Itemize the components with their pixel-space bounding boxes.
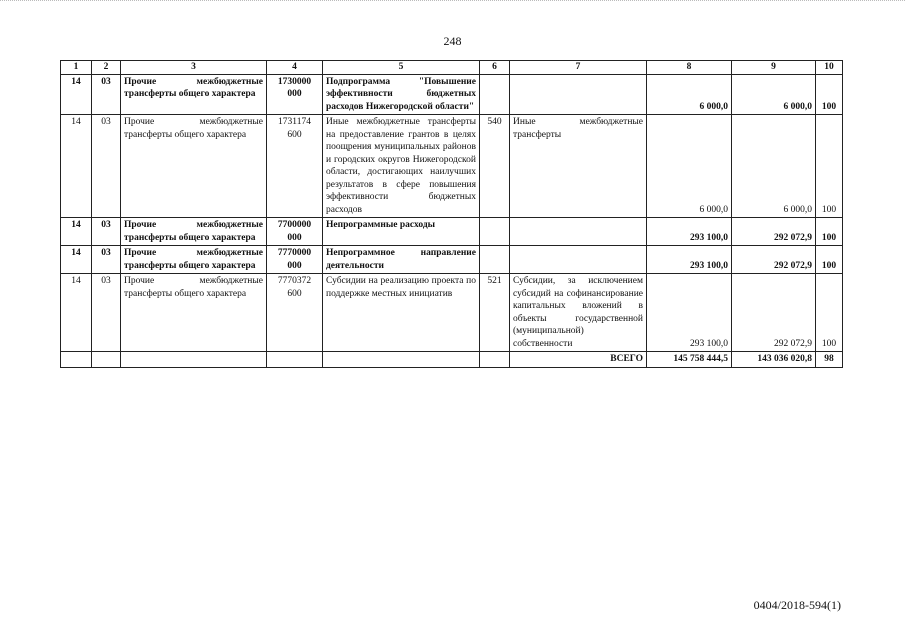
col-header: 5 (323, 61, 480, 75)
empty-cell (92, 352, 121, 368)
col-header: 8 (647, 61, 732, 75)
planned-amount: 293 100,0 (647, 274, 732, 352)
section-code: 14 (61, 218, 92, 246)
percent: 100 (816, 246, 843, 274)
total-planned-amount: 145 758 444,5 (647, 352, 732, 368)
section-code: 14 (61, 246, 92, 274)
target-code: 1731174 600 (267, 115, 323, 218)
section-name: Прочие межбюджетные трансферты общего характера (121, 115, 267, 218)
total-percent: 98 (816, 352, 843, 368)
target-code: 7700000 000 (267, 218, 323, 246)
expense-type-name: Иные межбюджетные трансферты (510, 115, 647, 218)
total-actual-amount: 143 036 020,8 (732, 352, 816, 368)
total-label: ВСЕГО (510, 352, 647, 368)
col-header: 4 (267, 61, 323, 75)
actual-amount: 292 072,9 (732, 218, 816, 246)
target-name: Субсидии на реализацию проекта по поддержке местных инициатив (323, 274, 480, 352)
subsection-code: 03 (92, 246, 121, 274)
expense-type-name: Субсидии, за исключением субсидий на софинансирование капитальных вложений в объекты государственной (муниципальной) собственности (510, 274, 647, 352)
expense-type-code: 540 (480, 115, 510, 218)
col-header: 10 (816, 61, 843, 75)
table-row (61, 246, 843, 274)
section-name: Прочие межбюджетные трансферты общего характера (121, 74, 267, 115)
col-header: 3 (121, 61, 267, 75)
subsection-code: 03 (92, 218, 121, 246)
percent: 100 (816, 218, 843, 246)
actual-amount: 6 000,0 (732, 115, 816, 218)
expense-type-name (510, 74, 647, 115)
target-name: Непрограммные расходы (323, 218, 480, 246)
target-name: Подпрограмма "Повышение эффективности бюджетных расходов Нижегородской области" (323, 74, 480, 115)
table-row (61, 115, 843, 218)
col-header: 6 (480, 61, 510, 75)
percent: 100 (816, 74, 843, 115)
section-name: Прочие межбюджетные трансферты общего характера (121, 218, 267, 246)
table-row (61, 74, 843, 115)
empty-cell (323, 352, 480, 368)
target-code: 7770000 000 (267, 246, 323, 274)
expense-type-code: 521 (480, 274, 510, 352)
col-header: 2 (92, 61, 121, 75)
section-code: 14 (61, 274, 92, 352)
planned-amount: 6 000,0 (647, 115, 732, 218)
page-top-edge (0, 0, 905, 3)
planned-amount: 293 100,0 (647, 218, 732, 246)
planned-amount: 6 000,0 (647, 74, 732, 115)
actual-amount: 6 000,0 (732, 74, 816, 115)
table-header-row (61, 61, 843, 75)
expense-type-code (480, 218, 510, 246)
document-code: 0404/2018-594(1) (753, 598, 841, 612)
table-row (61, 274, 843, 352)
empty-cell (480, 352, 510, 368)
page-number: 248 (443, 34, 462, 48)
subsection-code: 03 (92, 274, 121, 352)
empty-cell (61, 352, 92, 368)
expense-type-code (480, 74, 510, 115)
actual-amount: 292 072,9 (732, 274, 816, 352)
table-row (61, 218, 843, 246)
subsection-code: 03 (92, 74, 121, 115)
target-code: 1730000 000 (267, 74, 323, 115)
col-header: 7 (510, 61, 647, 75)
col-header: 1 (61, 61, 92, 75)
expense-type-code (480, 246, 510, 274)
target-name: Иные межбюджетные трансферты на предоставление грантов в целях поощрения муниципальных районов и городских округов Нижегородской области, достигающих наилучших результатов в сфере повышения эффективности бюджетных расходов (323, 115, 480, 218)
percent: 100 (816, 115, 843, 218)
target-name: Непрограммное направление деятельности (323, 246, 480, 274)
target-code: 7770372 600 (267, 274, 323, 352)
col-header: 9 (732, 61, 816, 75)
empty-cell (267, 352, 323, 368)
empty-cell (121, 352, 267, 368)
percent: 100 (816, 274, 843, 352)
expense-type-name (510, 246, 647, 274)
actual-amount: 292 072,9 (732, 246, 816, 274)
section-code: 14 (61, 74, 92, 115)
section-code: 14 (61, 115, 92, 218)
total-row (61, 352, 843, 368)
expense-type-name (510, 218, 647, 246)
planned-amount: 293 100,0 (647, 246, 732, 274)
section-name: Прочие межбюджетные трансферты общего характера (121, 274, 267, 352)
section-name: Прочие межбюджетные трансферты общего характера (121, 246, 267, 274)
subsection-code: 03 (92, 115, 121, 218)
budget-table (60, 60, 843, 368)
